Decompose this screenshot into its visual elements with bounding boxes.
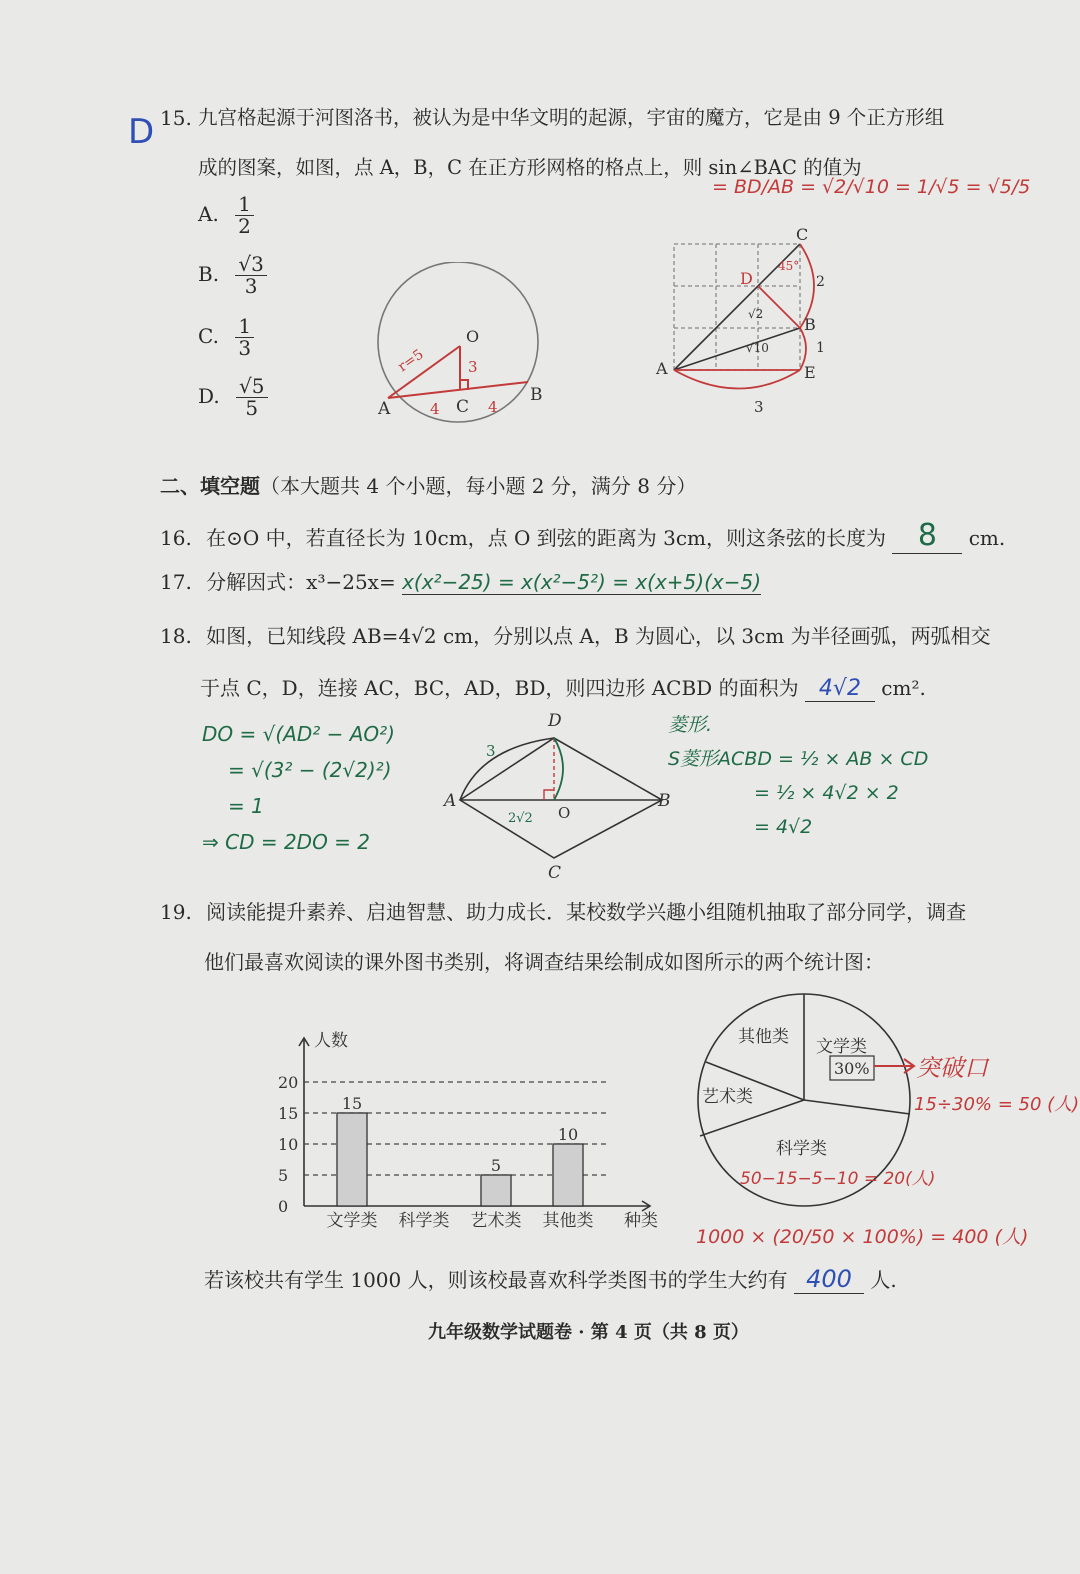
answer-mark: D bbox=[128, 112, 155, 152]
pie-note-science: 50−15−5−10 = 20(人) bbox=[740, 1169, 936, 1189]
q15-line2: 成的图案，如图，点 A，B，C 在正方形网格的格点上，则 sin∠BAC 的值为 bbox=[198, 156, 862, 179]
q18-text: 如图，已知线段 AB=4√2 cm，分别以点 A，B 为圆心，以 3cm 为半径画弧，两弧相交 bbox=[206, 624, 991, 648]
pie-note-estimate: 1000 × (20/50 × 100%) = 400 (人) bbox=[696, 1226, 1029, 1248]
q18-line2 bbox=[200, 672, 926, 702]
pie-arrow bbox=[872, 1056, 922, 1076]
work-line: DO = √(AD² − AO²) bbox=[202, 722, 395, 746]
circle-label-a: A bbox=[378, 399, 391, 419]
q16-answer-blank[interactable]: 8 bbox=[892, 518, 962, 554]
pie-label-other: 其他类 bbox=[738, 1027, 789, 1047]
option-label: A. bbox=[198, 202, 219, 226]
bar-category-label: 其他类 bbox=[542, 1211, 594, 1231]
bar-chart-ytick-label: 10 bbox=[278, 1135, 299, 1154]
bar-category-label: 科学类 bbox=[398, 1211, 450, 1231]
bar-category-label: 艺术类 bbox=[470, 1211, 522, 1231]
q15-option-d[interactable] bbox=[198, 376, 268, 419]
option-label: D. bbox=[198, 384, 220, 408]
q19-question: 若该校共有学生 1000 人，则该校最喜欢科学类图书的学生大约有 bbox=[204, 1268, 788, 1292]
q18-answer-blank[interactable]: 4√2 bbox=[805, 676, 875, 702]
grid-label-be: 1 bbox=[816, 340, 825, 356]
pie-label-science: 科学类 bbox=[776, 1139, 827, 1159]
pie-note-total: 15÷30% = 50 (人) bbox=[914, 1094, 1080, 1115]
q19-line2: 他们最喜欢阅读的课外图书类别，将调查结果绘制成如图所示的两个统计图： bbox=[204, 950, 884, 974]
q17-answer[interactable]: x(x²−25) = x(x²−5²) = x(x+5)(x−5) bbox=[402, 570, 762, 594]
bar bbox=[553, 1144, 583, 1206]
q19-answer-blank[interactable]: 400 bbox=[794, 1265, 864, 1294]
pie-label-art: 艺术类 bbox=[702, 1087, 753, 1107]
q18-rhombus-figure bbox=[440, 708, 680, 884]
bar bbox=[337, 1113, 367, 1206]
page-footer: 九年级数学试题卷 · 第 4 页（共 8 页） bbox=[428, 1322, 749, 1343]
circle-label-c: C bbox=[456, 397, 470, 417]
bar-value-label: 5 bbox=[490, 1156, 502, 1175]
work-line: S菱形ACBD = ½ × AB × CD bbox=[668, 748, 929, 770]
bar-chart-ylabel: 人数 bbox=[314, 1031, 348, 1051]
bar-category-label: 文学类 bbox=[326, 1211, 378, 1231]
grid-label-ae: 3 bbox=[754, 398, 764, 416]
work-line: ⇒ CD = 2DO = 2 bbox=[202, 830, 371, 854]
q18-work-left bbox=[202, 716, 395, 860]
q18-number: 18. bbox=[160, 624, 192, 648]
q17-number: 17. bbox=[160, 570, 192, 594]
option-numerator: 1 bbox=[235, 316, 254, 338]
rhombus-label-o: O bbox=[558, 804, 571, 822]
q15-line1: 九宫格起源于河图洛书，被认为是中华文明的起源，宇宙的魔方，它是由 9 个正方形组 bbox=[198, 106, 945, 129]
circle-label-oc: 3 bbox=[468, 358, 478, 376]
q18-work-right bbox=[668, 708, 928, 844]
q18-text-2: 于点 C，D，连接 AC，BC，AD，BD，则四边形 ACBD 的面积为 bbox=[200, 676, 799, 700]
bar-chart-ytick-label: 0 bbox=[278, 1197, 289, 1216]
q19-last-line bbox=[204, 1264, 897, 1294]
q16-unit: cm. bbox=[968, 526, 1006, 550]
option-label: B. bbox=[198, 262, 220, 286]
bar-value-label: 15 bbox=[341, 1094, 363, 1113]
q16 bbox=[160, 518, 1005, 554]
work-line: = 4√2 bbox=[754, 816, 813, 838]
grid-label-angle: 45° bbox=[778, 259, 800, 273]
grid-label-d: D bbox=[740, 269, 753, 288]
option-denominator: 5 bbox=[245, 396, 259, 420]
q19-number: 19. bbox=[160, 900, 192, 924]
q16-number: 16. bbox=[160, 526, 192, 550]
q15-option-a[interactable] bbox=[198, 194, 254, 237]
q19-text: 阅读能提升素养、启迪智慧、助力成长．某校数学兴趣小组随机抽取了部分同学，调查 bbox=[206, 900, 967, 924]
work-line: = 1 bbox=[228, 794, 264, 818]
grid-label-cb: 2 bbox=[816, 274, 825, 290]
q15-number: 15. bbox=[160, 106, 192, 130]
pie-percent-literature: 30% bbox=[834, 1059, 870, 1078]
grid-label-e: E bbox=[804, 363, 816, 382]
rhombus-label-ao: 2√2 bbox=[508, 811, 533, 826]
option-numerator: 1 bbox=[235, 194, 254, 216]
q17-text: 分解因式：x³−25x= bbox=[206, 570, 396, 594]
q17 bbox=[160, 566, 761, 595]
bar-value-label: 10 bbox=[557, 1125, 579, 1144]
rhombus-label-b: B bbox=[658, 791, 671, 811]
q15-circle-figure bbox=[360, 262, 560, 432]
bar-chart-xlabel: 种类 bbox=[624, 1211, 658, 1231]
q16-text: 在⊙O 中，若直径长为 10cm，点 O 到弦的距离为 3cm，则这条弦的长度为 bbox=[206, 526, 887, 550]
circle-label-cb: 4 bbox=[488, 398, 498, 416]
circle-label-r: r=5 bbox=[395, 346, 427, 376]
option-denominator: 2 bbox=[238, 214, 251, 238]
work-line: = √(3² − (2√2)²) bbox=[228, 758, 392, 782]
rhombus-label-d: D bbox=[548, 711, 562, 731]
option-numerator: √5 bbox=[236, 376, 267, 398]
q15-handwritten-note: = BD/AB = √2/√10 = 1/√5 = √5/5 bbox=[712, 176, 1031, 198]
q15-option-c[interactable] bbox=[198, 316, 254, 359]
q15-option-b[interactable] bbox=[198, 254, 267, 297]
q15-grid-figure bbox=[650, 222, 840, 422]
bar bbox=[481, 1175, 511, 1206]
option-denominator: 3 bbox=[238, 336, 252, 360]
q19-line1 bbox=[160, 896, 966, 925]
bar-chart-ytick-label: 5 bbox=[278, 1166, 289, 1185]
rhombus-label-a: A bbox=[444, 791, 457, 811]
section-heading bbox=[160, 470, 696, 499]
circle-label-ac: 4 bbox=[430, 400, 440, 418]
grid-label-ab: √10 bbox=[746, 341, 769, 355]
rhombus-label-ad: 3 bbox=[486, 742, 496, 760]
circle-label-o: O bbox=[466, 327, 480, 346]
grid-label-b: B bbox=[804, 315, 816, 334]
q18-line1 bbox=[160, 620, 991, 649]
grid-label-a: A bbox=[656, 359, 668, 378]
circle-label-b: B bbox=[530, 385, 543, 405]
option-numerator: √3 bbox=[235, 254, 266, 276]
pie-note-breakthrough: 突破口 bbox=[916, 1054, 988, 1082]
pie-label-literature: 文学类 bbox=[816, 1037, 867, 1057]
bar-chart-ytick-label: 20 bbox=[278, 1073, 299, 1092]
work-line: 菱形. bbox=[668, 714, 713, 736]
section-title: 二、填空题 bbox=[160, 474, 260, 498]
grid-label-c: C bbox=[796, 225, 809, 244]
bar-chart bbox=[270, 1020, 680, 1240]
grid-label-db: √2 bbox=[748, 307, 764, 321]
bar-chart-ytick-label: 15 bbox=[278, 1104, 299, 1123]
q18-unit: cm². bbox=[881, 676, 926, 700]
option-denominator: 3 bbox=[244, 274, 258, 298]
rhombus-label-c: C bbox=[548, 863, 562, 883]
work-line: = ½ × 4√2 × 2 bbox=[754, 782, 899, 804]
option-label: C. bbox=[198, 324, 219, 348]
q19-unit: 人. bbox=[870, 1268, 897, 1292]
section-desc: （本大题共 4 个小题，每小题 2 分，满分 8 分） bbox=[260, 474, 697, 498]
